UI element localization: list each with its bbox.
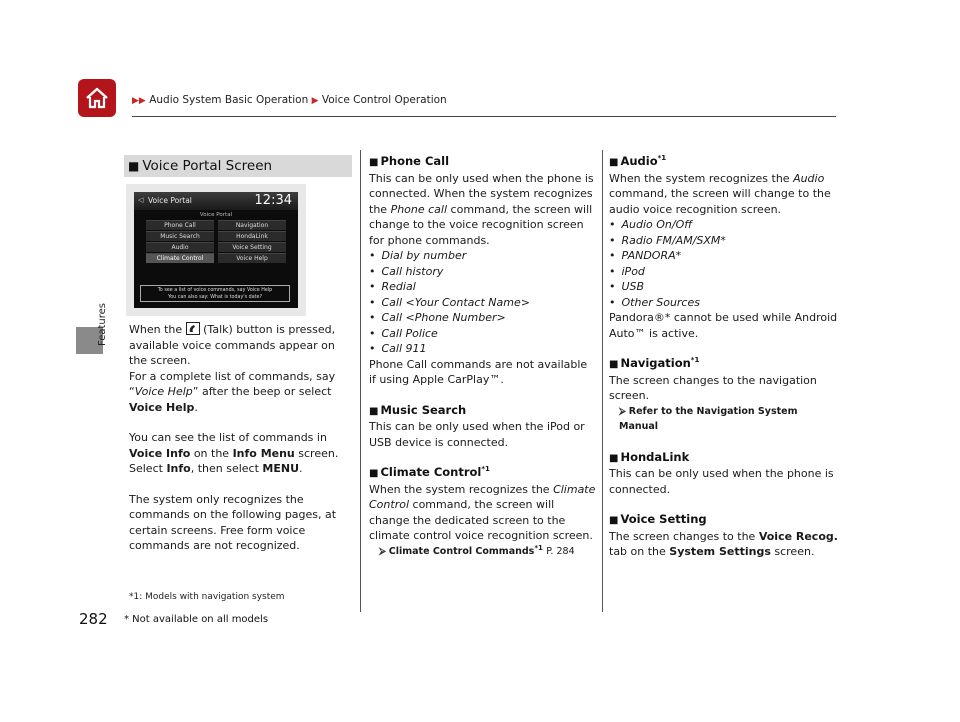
audio-command-list (609, 217, 839, 310)
list-item-text: Call 911 (381, 342, 427, 355)
paragraph-recognition-note: The system only recognizes the commands on the following pages, at certain screens. Free form voice commands are not recognized. (129, 492, 337, 552)
text: screen. Select (129, 446, 339, 475)
text: ” after the beep or select (192, 385, 332, 398)
breadcrumb-arrow-icon: ▶ (311, 96, 319, 106)
breadcrumb (132, 94, 447, 106)
screen-clock: 12:34 (254, 193, 292, 208)
text: For a complete list of commands, say “ (129, 369, 336, 398)
heading-text: Voice Setting (620, 512, 707, 526)
heading-text: Audio (620, 154, 658, 168)
list-item (609, 279, 839, 295)
text-italic: Climate Control (369, 482, 596, 511)
text-bold: Voice Info (129, 446, 191, 460)
paragraph-climate-control (369, 482, 597, 544)
paragraph-music-search: This can be only used when the iPod or USB device is connected. (369, 420, 585, 449)
reference-arrow-icon: ⮚ (619, 405, 626, 417)
text: When the (129, 323, 183, 336)
right-column-text (609, 154, 839, 560)
list-item-text: Call <Phone Number> (381, 311, 506, 324)
screen-button-music-search: Music Search (146, 231, 214, 241)
page-number: 282 (79, 610, 108, 628)
footnote-navigation-models: *1: Models with navigation system (129, 592, 285, 602)
sidebar-section-label: Features (97, 303, 108, 346)
paragraph-audio (609, 171, 839, 218)
screen-button-audio: Audio (146, 242, 214, 252)
text: The screen changes to the (609, 529, 756, 543)
paragraph-navigation: The screen changes to the navigation screen. (609, 373, 817, 402)
screen-button-climate-control: Climate Control (146, 253, 214, 263)
screen-button-phone-call: Phone Call (146, 220, 214, 230)
square-bullet-icon: ■ (369, 405, 379, 417)
list-item (369, 248, 597, 264)
heading-climate-control (369, 465, 597, 482)
header-divider (132, 116, 836, 117)
section-title: Voice Portal Screen (142, 158, 273, 174)
back-icon: ◁ (138, 196, 144, 204)
list-item (609, 295, 839, 311)
paragraph-voice-info (129, 430, 355, 477)
heading-audio (609, 154, 839, 171)
screen-button-voice-setting: Voice Setting (218, 242, 286, 252)
square-bullet-icon: ■ (369, 157, 379, 168)
list-item (609, 233, 839, 249)
screen-title: Voice Portal (148, 196, 192, 205)
screen-help-line-2: You can also say: What is today's date? (167, 295, 263, 300)
square-bullet-icon: ■ (369, 468, 379, 479)
square-bullet-icon: ■ (609, 515, 619, 526)
heading-text: Climate Control (380, 465, 482, 479)
text: This can be only used when the phone is connected. When the system recognizes the (369, 171, 594, 216)
square-bullet-icon: ■ (609, 452, 619, 464)
cross-reference-navigation[interactable] (609, 404, 839, 435)
square-bullet-icon: ■ (609, 157, 619, 168)
text-bold: Info (166, 462, 191, 475)
screen-button-hondalink: HondaLink (218, 231, 286, 241)
section-title-box (124, 155, 352, 177)
list-item-text: Audio On/Off (621, 218, 693, 231)
text: command, the screen will change to the voice recognition screen for phone commands. (369, 202, 593, 247)
heading-text: HondaLink (620, 449, 690, 464)
text: . (299, 462, 303, 475)
text-bold: Voice Help (129, 400, 195, 414)
home-button[interactable] (78, 79, 116, 117)
list-item (369, 279, 597, 295)
text: on the (193, 446, 230, 460)
footnote-not-all-models: * Not available on all models (124, 614, 269, 625)
list-item-text: Redial (381, 280, 416, 293)
footnote-marker: *1 (481, 465, 490, 474)
breadcrumb-current: Voice Control Operation (321, 94, 447, 106)
text-bold: Info Menu (232, 446, 295, 460)
heading-phone-call (369, 154, 597, 171)
screen-subtitle: Voice Portal (199, 212, 233, 218)
list-item-text: PANDORA* (621, 249, 682, 262)
text: You can see the list of commands in (129, 431, 327, 444)
list-item (369, 326, 597, 342)
text: tab on the (609, 545, 666, 558)
cross-reference-climate[interactable] (369, 544, 597, 560)
list-item-text: iPod (621, 264, 645, 278)
text: command, the screen will change the dedicated screen to the climate control voice recognition screen. (369, 498, 593, 542)
text-italic: Phone call (390, 202, 448, 216)
footnote-marker: *1 (690, 356, 700, 365)
breadcrumb-arrow-icon: ▶▶ (132, 96, 146, 106)
list-item-text: Radio FM/AM/SXM* (621, 233, 726, 247)
breadcrumb-link-audio-basic[interactable]: Audio System Basic Operation (149, 94, 309, 106)
paragraph-hondalink: This can be only used when the phone is connected. (609, 467, 834, 496)
text: . (194, 400, 198, 414)
list-item (609, 217, 839, 233)
text: , then select (190, 462, 259, 475)
list-item (369, 310, 597, 326)
screen-button-navigation: Navigation (218, 220, 286, 230)
column-divider-left (360, 150, 361, 612)
text: When the system recognizes the (609, 171, 790, 185)
reference-page[interactable]: P. 284 (546, 545, 575, 557)
paragraph-talk-button (129, 322, 355, 369)
heading-text: Music Search (380, 402, 467, 417)
reference-text[interactable]: Climate Control Commands (388, 545, 535, 557)
left-column-text (129, 322, 355, 554)
heading-voice-setting (609, 512, 839, 529)
middle-column-text (369, 154, 597, 559)
text: command, the screen will change to the audio voice recognition screen. (609, 187, 831, 216)
paragraph-carplay-note: Phone Call commands are not available if using Apple CarPlay™. (369, 357, 588, 386)
text-bold: System Settings (669, 545, 771, 558)
paragraph-pandora-note: Pandora®* cannot be used while Android Auto™ is active. (609, 311, 838, 340)
list-item-text: Call <Your Contact Name> (381, 295, 530, 309)
list-item (609, 264, 839, 280)
footnote-marker: *1 (657, 154, 667, 163)
square-bullet-icon: ■ (609, 359, 619, 370)
list-item (609, 248, 839, 264)
voice-portal-screenshot (126, 184, 306, 316)
heading-music-search (369, 403, 597, 420)
text-italic: Audio (793, 171, 825, 185)
footnote-marker: *1 (534, 543, 543, 552)
voice-portal-screen (134, 192, 298, 308)
paragraph-voice-help (129, 369, 355, 416)
list-item (369, 341, 597, 357)
paragraph-phone-call (369, 171, 597, 249)
column-divider-right (602, 150, 603, 612)
text: When the system recognizes the (369, 482, 550, 496)
list-item-text: Call Police (381, 326, 438, 340)
list-item (369, 295, 597, 311)
list-item-text: Call history (381, 264, 444, 278)
heading-navigation (609, 356, 839, 373)
list-item-text: Dial by number (381, 249, 467, 262)
text: screen. (774, 545, 815, 558)
phone-command-list (369, 248, 597, 357)
square-bullet-icon: ■ (128, 159, 140, 173)
list-item-text: USB (621, 280, 645, 293)
paragraph-voice-setting (609, 529, 839, 560)
text-bold: MENU (262, 462, 300, 475)
text: (Talk) button is pressed, available voice commands appear on the screen. (129, 323, 336, 367)
home-icon (84, 86, 110, 110)
screen-button-voice-help: Voice Help (218, 253, 286, 263)
reference-text[interactable]: Refer to the Navigation System Manual (619, 405, 798, 432)
list-item-text: Other Sources (621, 295, 700, 309)
screen-help-line-1: To see a list of voice commands, say Voice Help (157, 288, 273, 293)
heading-text: Navigation (620, 356, 691, 370)
heading-hondalink (609, 450, 839, 467)
screen-help-box (140, 285, 290, 302)
heading-text: Phone Call (380, 154, 450, 168)
text-italic: Voice Help (134, 385, 193, 398)
text-bold: Voice Recog. (758, 529, 838, 543)
reference-arrow-icon: ⮚ (379, 545, 386, 557)
list-item (369, 264, 597, 280)
talk-icon (186, 322, 200, 335)
